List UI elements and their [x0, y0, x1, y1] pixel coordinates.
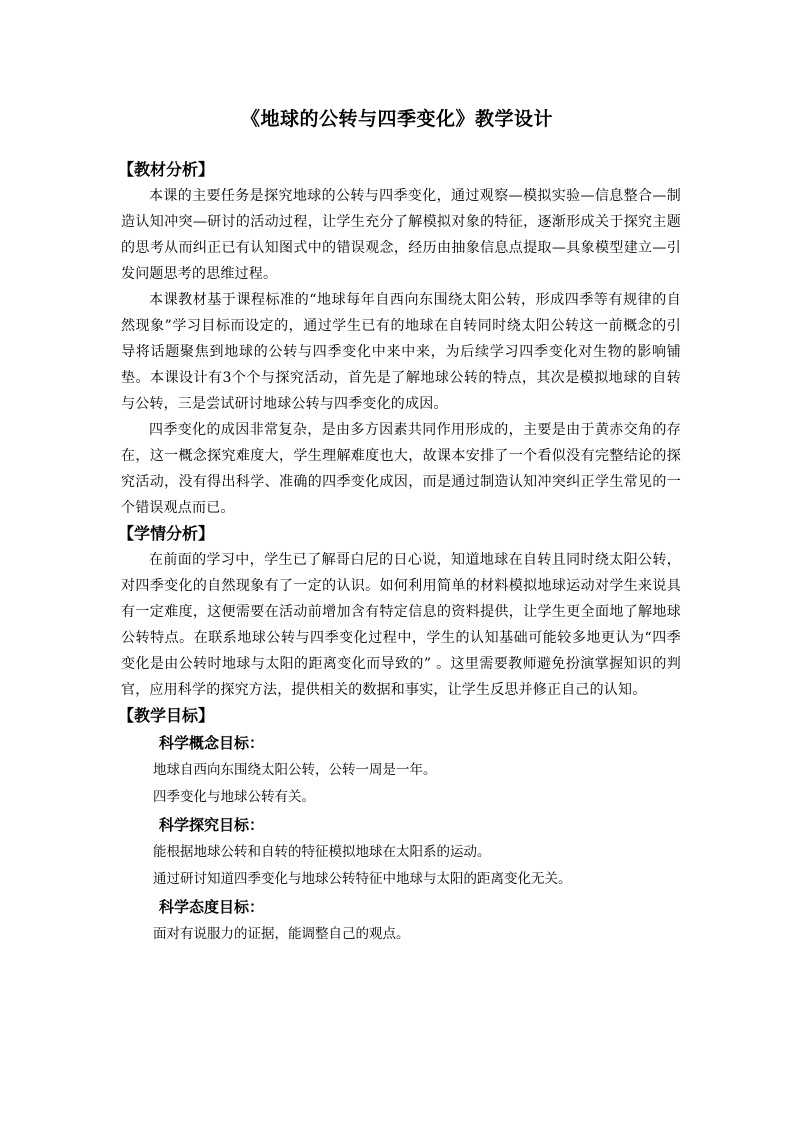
section-heading-textbook-analysis: 【教材分析】 [118, 160, 215, 179]
paragraph: 本课教材基于课程标准的“地球每年自西向东围绕太阳公转，形成四季等有规律的自然现象”学习目标而设定的，通过学生已有的地球在自转同时绕太阳公转这一前概念的引导将话题聚焦到地球的公转与四季变化中来中来，为后续学习四季变化对生物的影响铺垫。本课设计有3个个与探究活动，首先是了解地球公转的特点，其次是模拟地球的自转与公转，三是尝试研讨地球公转与四季变化的成因。 [121, 292, 681, 412]
goal-item: 四季变化与地球公转有关。 [153, 789, 315, 805]
goal-subheading-attitude: 科学态度目标： [159, 898, 265, 916]
document-body [118, 157, 681, 948]
goal-item: 面对有说服力的证据，能调整自己的观点。 [153, 926, 410, 942]
goal-item: 地球自西向东围绕太阳公转，公转一周是一年。 [153, 762, 437, 778]
section-heading-learner-analysis: 【学情分析】 [118, 524, 215, 543]
paragraph: 在前面的学习中，学生已了解哥白尼的日心说，知道地球在自转且同时绕太阳公转，对四季变化的自然现象有了一定的认识。如何利用简单的材料模拟地球运动对学生来说具有一定难度，这便需要在活动前增加含有特定信息的资料提供，让学生更全面地了解地球公转特点。在联系地球公转与四季变化过程中，学生的认知基础可能较多地更认为“四季变化是由公转时地球与太阳的距离变化而导致的” 。这里需要教师避免扮演掌握知识的判官，应用科学的探究方法，提供相关的数据和事实，让学生反思并修正自己的认知。 [121, 552, 681, 698]
section-heading-teaching-goals: 【教学目标】 [118, 706, 215, 725]
paragraph: 本课的主要任务是探究地球的公转与四季变化，通过观察—模拟实验—信息整合—制造认知冲突—研讨的活动过程，让学生充分了解模拟对象的特征，逐渐形成关于探究主题的思考从而纠正已有认知图式中的错误观念，经历由抽象信息点提取—具象模型建立—引发问题思考的思维过程。 [121, 188, 681, 282]
goal-item: 通过研讨知道四季变化与地球公转特征中地球与太阳的距离变化无关。 [153, 871, 572, 887]
document-title: 《地球的公转与四季变化》教学设计 [240, 108, 553, 130]
goal-subheading-concept: 科学概念目标： [159, 734, 265, 752]
goal-item: 能根据地球公转和自转的特征模拟地球在太阳系的运动。 [153, 844, 491, 860]
paragraph: 四季变化的成因非常复杂，是由多方因素共同作用形成的，主要是由于黄赤交角的存在，这一概念探究难度大，学生理解难度也大，故课本安排了一个看似没有完整结论的探究活动，没有得出科学、准确的四季变化成因，而是通过制造认知冲突纠正学生常见的一个错误观点而已。 [121, 422, 681, 516]
goal-subheading-inquiry: 科学探究目标： [159, 816, 265, 834]
